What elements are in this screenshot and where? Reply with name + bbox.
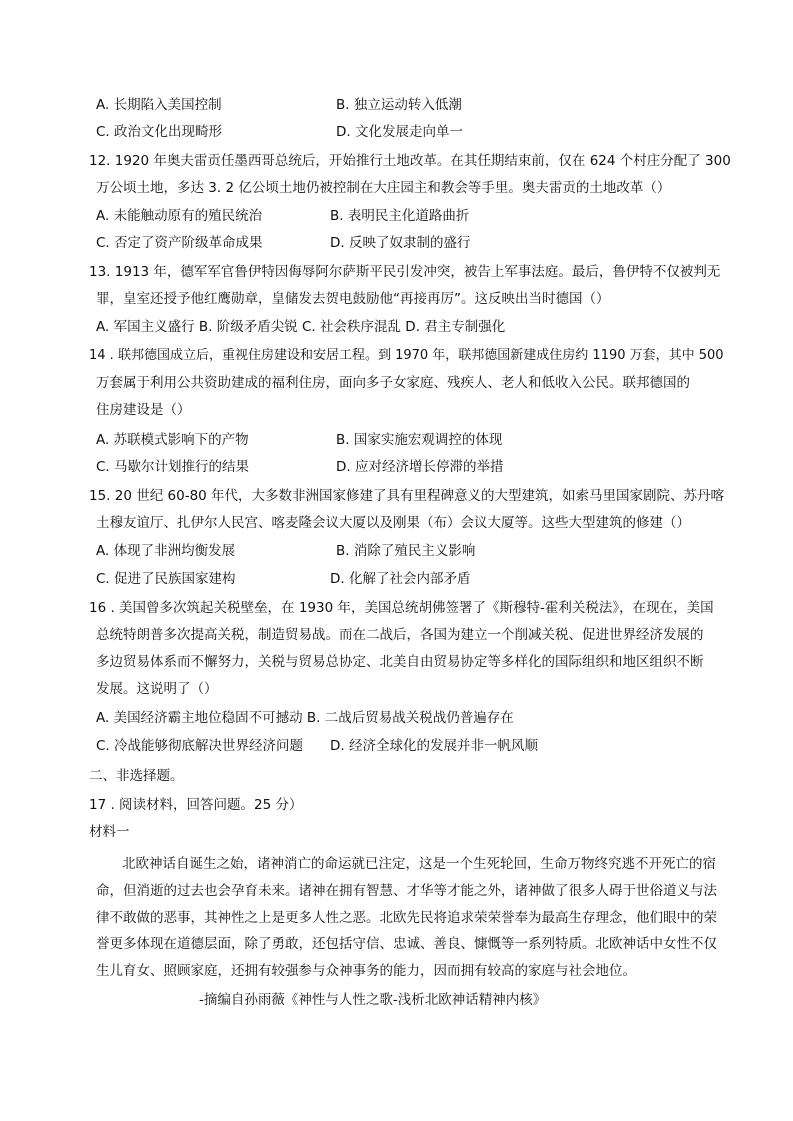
q11-option-d: D. 文化发展走向单一 — [336, 124, 463, 140]
q13-options: A. 军国主义盛行 B. 阶级矛盾尖锐 C. 社会秩序混乱 D. 君主专制强化 — [96, 319, 506, 335]
q12-option-b: B. 表明民主化道路曲折 — [330, 208, 470, 224]
q14-stem-line-2: 万套属于利用公共资助建成的福利住房，面向多子女家庭、残疾人、老人和低收入公民。联邦德国的 — [96, 375, 690, 391]
material-para-line-4: 誉更多体现在道德层面，除了勇敢，还包括守信、忠诚、善良、慷慨等一系列特质。北欧神话中女性不仅 — [96, 936, 717, 952]
q12-stem-line-2: 万公顷土地，多达 3. 2 亿公顷土地仍被控制在大庄园主和教会等手里。奥夫雷贡的土地改革（） — [96, 180, 671, 196]
q11-option-c: C. 政治文化出现畸形 — [96, 124, 223, 140]
q15-stem-line-2: 土穆友谊厅、扎伊尔人民宫、喀麦隆会议大厦以及刚果（布）会议大厦等。这些大型建筑的修建（） — [96, 515, 690, 531]
q13-stem-line-1: 13. 1913 年，德军军官鲁伊特因侮辱阿尔萨斯平民引发冲突，被告上军事法庭。最后，鲁伊特不仅被判无 — [89, 264, 721, 280]
q14-stem-line-3: 住房建设是（） — [96, 402, 191, 418]
q14-stem-line-1: 14 . 联邦德国成立后，重视住房建设和安居工程。到 1970 年，联邦德国新建成住房约 1190 万套，其中 500 — [89, 348, 724, 363]
q14-option-d: D. 应对经济增长停滞的举措 — [336, 459, 504, 475]
q11-option-a: A. 长期陷入美国控制 — [96, 97, 222, 113]
q12-option-d: D. 反映了奴隶制的盛行 — [330, 235, 471, 251]
q15-option-b: B. 消除了殖民主义影响 — [336, 543, 476, 559]
q16-options-ab: A. 美国经济霸主地位稳固不可撼动 B. 二战后贸易战关税战仍普遍存在 — [96, 710, 514, 726]
q12-option-a: A. 未能触动原有的殖民统治 — [96, 208, 263, 224]
q16-stem-line-3: 多边贸易体系而不懈努力，关税与贸易总协定、北美自由贸易协定等多样化的国际组织和地区组织不断 — [96, 654, 704, 670]
q11-option-b: B. 独立运动转入低潮 — [336, 97, 462, 113]
q14-option-c: C. 马歇尔计划推行的结果 — [96, 459, 250, 475]
q14-option-b: B. 国家实施宏观调控的体现 — [336, 432, 503, 448]
q13-stem-line-2: 罪，皇室还授予他红鹰勋章，皇储发去贺电鼓励他“再接再厉”。这反映出当时德国（） — [96, 291, 610, 307]
q16-stem-line-1: 16 . 美国曾多次筑起关税壁垒，在 1930 年，美国总统胡佛签署了《斯穆特-霍利关税法》，在现在，美国 — [89, 600, 714, 616]
material-label: 材料一 — [89, 824, 130, 840]
material-para-line-5: 生儿育女、照顾家庭，还拥有较强参与众神事务的能力，因而拥有较高的家庭与社会地位。 — [96, 963, 636, 979]
q15-option-a: A. 体现了非洲均衡发展 — [96, 543, 236, 559]
q14-option-a: A. 苏联模式影响下的产物 — [96, 432, 249, 448]
section-heading: 二、非选择题。 — [89, 768, 184, 784]
q16-stem-line-2: 总统特朗普多次提高关税，制造贸易战。而在二战后，各国为建立一个削减关税、促进世界经济发展的 — [96, 627, 704, 643]
material-para-line-2: 命，但消逝的过去也会孕育未来。诸神在拥有智慧、才华等才能之外，诸神做了很多人碍于世俗道义与法 — [96, 883, 717, 899]
q16-stem-line-4: 发展。这说明了（） — [96, 681, 218, 697]
q12-option-c: C. 否定了资产阶级革命成果 — [96, 235, 263, 251]
q12-stem-line-1: 12. 1920 年奥夫雷贡任墨西哥总统后，开始推行土地改革。在其任期结束前，仅在 624 个村庄分配了 300 — [89, 153, 731, 169]
q16-option-c: C. 冷战能够彻底解决世界经济问题 — [96, 738, 304, 754]
material-source: -摘编自孙雨薇《神性与人性之歌-浅析北欧神话精神内核》 — [199, 992, 547, 1008]
q15-option-d: D. 化解了社会内部矛盾 — [330, 571, 471, 587]
material-para-line-1: 北欧神话自诞生之始，诸神消亡的命运就已注定，这是一个生死轮回，生命万物终究逃不开死亡的宿 — [122, 856, 716, 872]
q15-stem-line-1: 15. 20 世纪 60-80 年代，大多数非洲国家修建了具有里程碑意义的大型建筑，如索马里国家剧院、苏丹喀 — [89, 488, 725, 504]
material-para-line-3: 律不敢做的恶事，其神性之上是更多人性之恶。北欧先民将追求荣荣誉奉为最高生存理念，他们眼中的荣 — [96, 910, 717, 926]
q16-option-d: D. 经济全球化的发展并非一帆风顺 — [330, 738, 538, 754]
q17-stem: 17 . 阅读材料，回答问题。25 分） — [89, 797, 303, 813]
q15-option-c: C. 促进了民族国家建构 — [96, 571, 236, 587]
